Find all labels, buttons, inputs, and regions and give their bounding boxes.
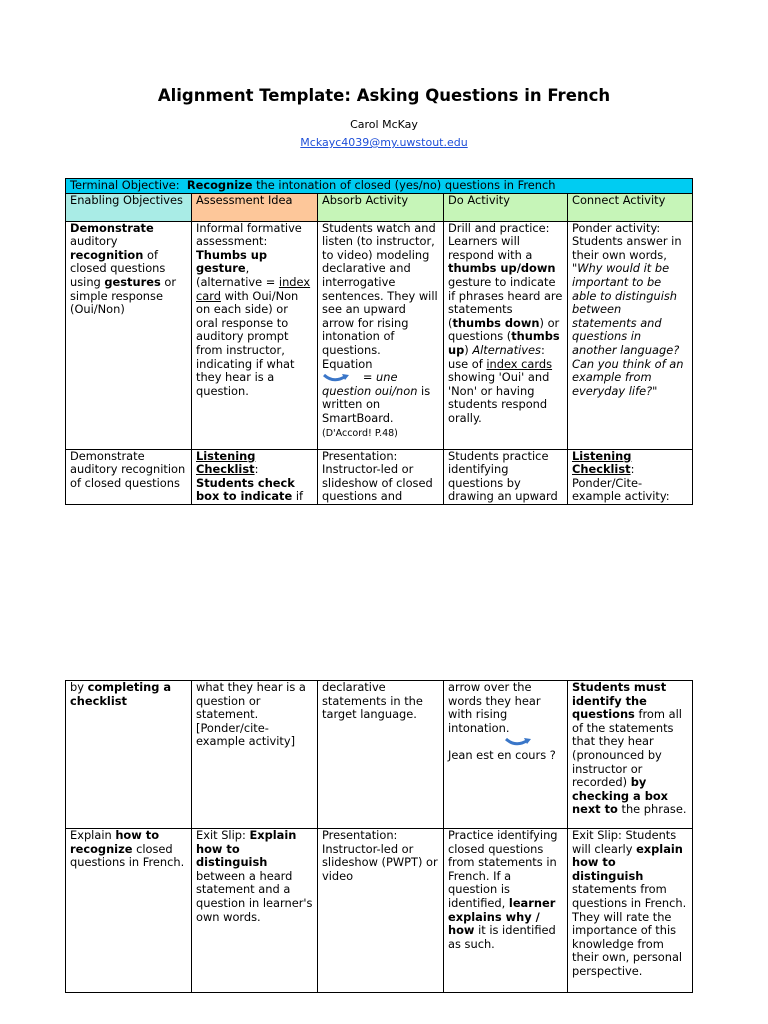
rising-intonation-arrow-icon bbox=[322, 372, 352, 384]
row2-assessment-idea: Listening Checklist: Students check box to indicate if bbox=[192, 449, 318, 504]
row3-enabling-objective: Explain how to recognize closed questions in French. bbox=[66, 829, 192, 993]
header-enabling-objectives: Enabling Objectives bbox=[66, 193, 192, 221]
table-row bbox=[66, 449, 693, 504]
row2-absorb-activity: Presentation: Instructor-led or slideshow of closed questions and bbox=[318, 449, 444, 504]
row2-connect-activity: Listening Checklist: Ponder/Cite-example activity: bbox=[568, 449, 693, 504]
terminal-objective-cell: Terminal Objective: Recognize the intonation of closed (yes/no) questions in French bbox=[66, 179, 693, 194]
table-row bbox=[66, 829, 693, 993]
author-name: Carol McKay bbox=[350, 118, 418, 131]
table-row bbox=[66, 681, 693, 829]
row2-absorb-activity-cont: declarative statements in the target language. bbox=[318, 681, 444, 829]
column-header-row bbox=[66, 193, 693, 221]
rising-intonation-arrow-icon bbox=[504, 736, 534, 748]
row2-assessment-idea-cont: what they hear is a question or statement. [Ponder/cite-example activity] bbox=[192, 681, 318, 829]
row1-do-activity: Drill and practice: Learners will respond with a thumbs up/down gesture to indicate if phrases heard are statements (thumbs down) or questions (thumbs up) Alternatives: use of index cards showing 'Oui' and 'Non' or having students respond orally. bbox=[444, 221, 568, 449]
header-do-activity: Do Activity bbox=[444, 193, 568, 221]
page-title: Alignment Template: Asking Questions in French bbox=[157, 86, 611, 105]
row2-connect-activity-cont: Students must identify the questions from all of the statements that they hear (pronounced by instructor or recorded) by checking a box next to the phrase. bbox=[568, 681, 693, 829]
row3-absorb-activity: Presentation: Instructor-led or slideshow (PWPT) or video bbox=[318, 829, 444, 993]
row1-absorb-activity: Students watch and listen (to instructor, to video) modeling declarative and interrogative sentences. They will see an upward arrow for rising intonation of questions. Equation = une question oui/non is written on SmartBoard. (D'Accord! P.48) bbox=[318, 221, 444, 449]
row3-do-activity: Practice identifying closed questions from statements in French. If a question is identified, learner explains why / how it is identified as such. bbox=[444, 829, 568, 993]
row1-connect-activity: Ponder activity: Students answer in their own words, "Why would it be important to be able to distinguish between statements and questions in another language? Can you think of an example from everyday life?" bbox=[568, 221, 693, 449]
terminal-objective-row bbox=[66, 179, 693, 194]
author-email-link[interactable]: Mckayc4039@my.uwstout.edu bbox=[300, 136, 468, 149]
header-absorb-activity: Absorb Activity bbox=[318, 193, 444, 221]
row2-do-activity-cont: arrow over the words they hear with rising intonation. Jean est en cours ? bbox=[444, 681, 568, 829]
header-connect-activity: Connect Activity bbox=[568, 193, 693, 221]
row2-enabling-objective-cont: by completing a checklist bbox=[66, 681, 192, 829]
header-assessment-idea: Assessment Idea bbox=[192, 193, 318, 221]
row3-assessment-idea: Exit Slip: Explain how to distinguish between a heard statement and a question in learner's own words. bbox=[192, 829, 318, 993]
row1-enabling-objective: Demonstrate auditory recognition of closed questions using gestures or simple response (Oui/Non) bbox=[66, 221, 192, 449]
row2-enabling-objective: Demonstrate auditory recognition of closed questions bbox=[66, 449, 192, 504]
table-row bbox=[66, 221, 693, 449]
alignment-table-top bbox=[65, 178, 693, 505]
row1-assessment-idea: Informal formative assessment: Thumbs up gesture, (alternative = index card with Oui/Non on each side) or oral response to auditory prompt from instructor, indicating if what they hear is a question. bbox=[192, 221, 318, 449]
row3-connect-activity: Exit Slip: Students will clearly explain how to distinguish statements from questions in French. They will rate the importance of this knowledge from their own, personal perspective. bbox=[568, 829, 693, 993]
alignment-table-continued bbox=[65, 680, 693, 993]
row2-do-activity: Students practice identifying questions by drawing an upward bbox=[444, 449, 568, 504]
